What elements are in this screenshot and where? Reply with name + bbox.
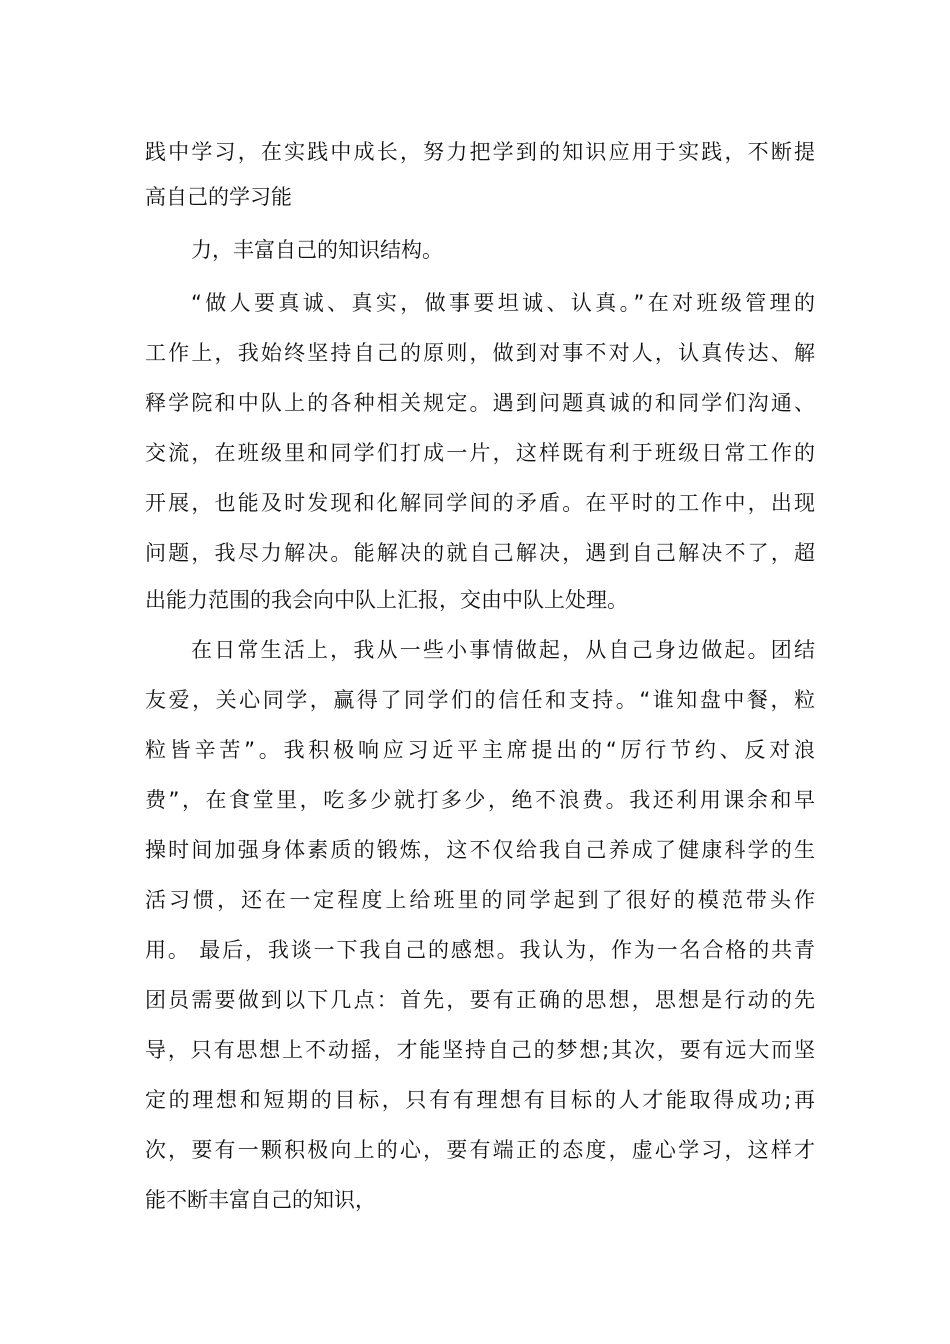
text-line: “做人要真诚、真实，做事要坦诚、认真。”在对班级管理的 — [191, 291, 815, 315]
text-line: 在日常生活上，我从一些小事情做起，从自己身边做起。团结 — [191, 638, 815, 662]
text-line: 活习惯，还在一定程度上给班里的同学起到了很好的模范带头作 — [145, 888, 815, 912]
text-line: 践中学习，在实践中成长，努力把学到的知识应用于实践，不断提 — [145, 140, 815, 164]
text-line: 粒皆辛苦”。我积极响应习近平主席提出的“厉行节约、反对浪 — [145, 738, 815, 762]
text-line: 友爱，关心同学，赢得了同学们的信任和支持。“谁知盘中餐，粒 — [145, 688, 815, 712]
text-line: 力，丰富自己的知识结构。 — [191, 238, 443, 262]
text-line: 团员需要做到以下几点：首先，要有正确的思想，思想是行动的先 — [145, 988, 815, 1012]
text-line: 问题，我尽力解决。能解决的就自己解决，遇到自己解决不了，超 — [145, 541, 815, 565]
text-line: 能不断丰富自己的知识， — [145, 1188, 376, 1212]
text-line: 交流，在班级里和同学们打成一片，这样既有利于班级日常工作的 — [145, 441, 815, 465]
text-line: 费”，在食堂里，吃多少就打多少，绝不浪费。我还利用课余和早 — [145, 788, 815, 812]
text-line: 操时间加强身体素质的锻炼，这不仅给我自己养成了健康科学的生 — [145, 838, 815, 862]
text-line: 释学院和中队上的各种相关规定。遇到问题真诚的和同学们沟通、 — [145, 391, 815, 415]
text-line: 定的理想和短期的目标，只有有理想有目标的人才能取得成功;再 — [145, 1088, 815, 1112]
text-line: 开展，也能及时发现和化解同学间的矛盾。在平时的工作中，出现 — [145, 491, 815, 515]
text-line: 用。 最后，我谈一下我自己的感想。我认为，作为一名合格的共青 — [145, 938, 815, 962]
text-line: 高自己的学习能 — [145, 185, 292, 209]
text-line: 出能力范围的我会向中队上汇报，交由中队上处理。 — [145, 588, 628, 612]
text-line: 次，要有一颗积极向上的心，要有端正的态度，虚心学习，这样才 — [145, 1138, 815, 1162]
text-line: 导，只有思想上不动摇，才能坚持自己的梦想;其次，要有远大而坚 — [145, 1038, 815, 1062]
text-line: 工作上，我始终坚持自己的原则，做到对事不对人，认真传达、解 — [145, 341, 815, 365]
